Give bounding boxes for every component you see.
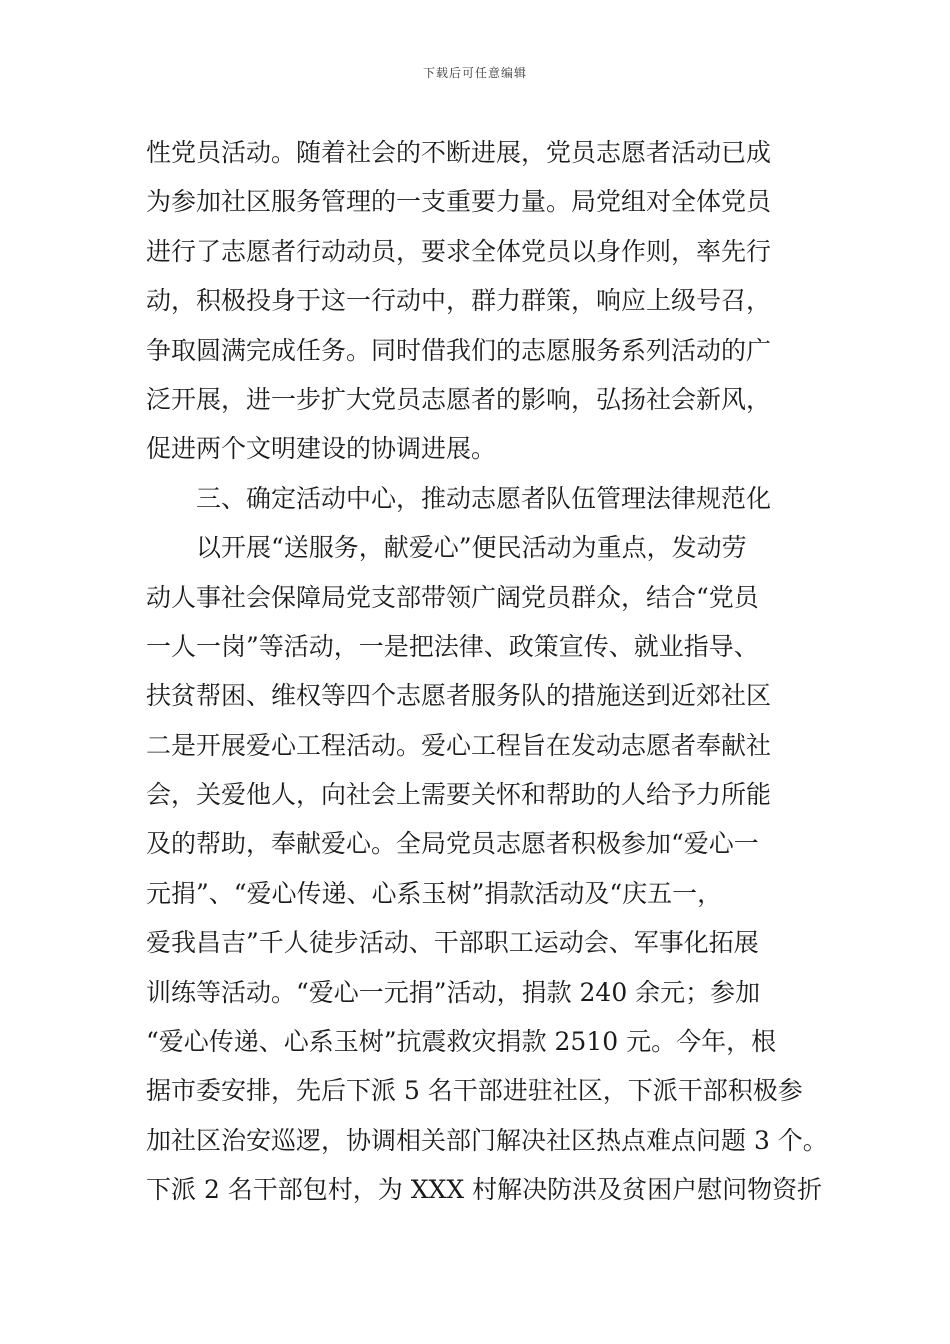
text-line: 一人一岗”等活动，一是把法律、政策宣传、就业指导、 [146, 631, 759, 661]
text-line: “爱心传递、心系玉树”抗震救灾捐款 2510 元。今年，根 [146, 1027, 777, 1057]
text-line: 训练等活动。“爱心一元捐”活动，捐款 240 余元；参加 [146, 977, 761, 1007]
text-line: 扶贫帮困、维权等四个志愿者服务队的措施送到近郊社区 [146, 681, 772, 711]
text-line: 二是开展爱心工程活动。爱心工程旨在发动志愿者奉献社 [146, 730, 772, 760]
text-line: 促进两个文明建设的协调进展。 [146, 434, 497, 464]
text-line: 为参加社区服务管理的一支重要力量。局党组对全体党员 [146, 187, 772, 217]
text-line: 据市委安排，先后下派 5 名干部进驻社区，下派干部积极参 [146, 1076, 803, 1106]
text-line: 泛开展，进一步扩大党员志愿者的影响，弘扬社会新风， [146, 384, 772, 414]
text-line: 动，积极投身于这一行动中，群力群策，响应上级号召， [146, 286, 772, 316]
page-header: 下载后可任意编辑 [422, 66, 527, 80]
text-line: 进行了志愿者行动动员，要求全体党员以身作则，率先行 [146, 236, 772, 266]
section-heading: 三、确定活动中心，推动志愿者队伍管理法律规范化 [196, 483, 772, 513]
text-line: 元捐”、“爱心传递、心系玉树”捐款活动及“庆五一， [146, 878, 723, 908]
text-line: 及的帮助，奉献爱心。全局党员志愿者积极参加“爱心一 [146, 829, 759, 859]
text-line: 爱我昌吉”千人徒步活动、干部职工运动会、军事化拓展 [146, 928, 759, 958]
text-line: 下派 2 名干部包村，为 XXX 村解决防洪及贫困户慰问物资折 [146, 1175, 823, 1205]
text-line: 加社区治安巡逻，协调相关部门解决社区热点难点问题 3 个。 [146, 1125, 828, 1155]
text-line: 争取圆满完成任务。同时借我们的志愿服务系列活动的广 [146, 335, 772, 365]
body-text [146, 128, 846, 1215]
text-line: 以开展“送服务，献爱心”便民活动为重点，发动劳 [196, 533, 747, 563]
text-line: 会，关爱他人，向社会上需要关怀和帮助的人给予力所能 [146, 780, 772, 810]
text-line: 动人事社会保障局党支部带领广阔党员群众，结合“党员 [146, 582, 759, 612]
text-line: 性党员活动。随着社会的不断进展，党员志愿者活动已成 [146, 138, 772, 167]
